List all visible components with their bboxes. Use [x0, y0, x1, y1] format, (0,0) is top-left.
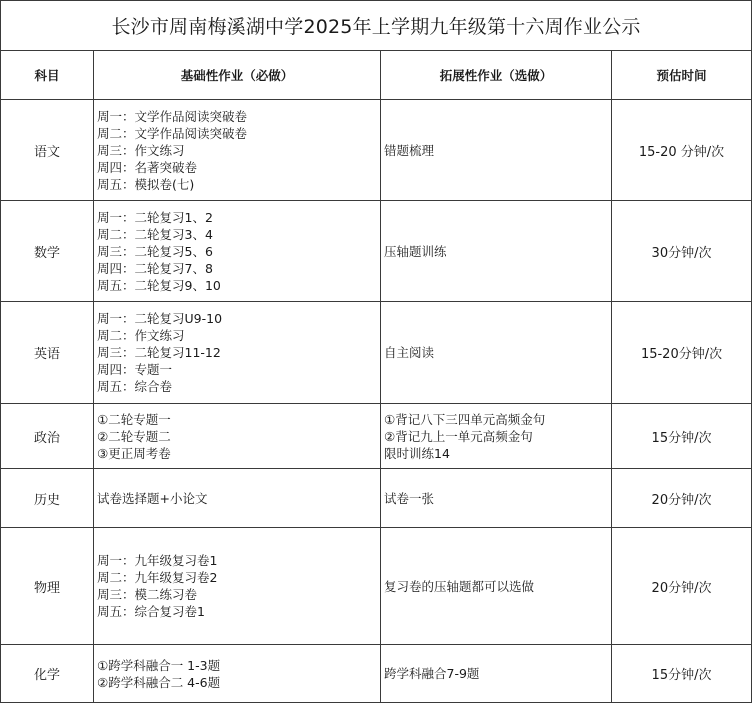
extended-homework-cell — [381, 201, 612, 302]
basic-homework-line: 周二：作文练习 — [97, 328, 185, 343]
basic-homework-line: 周三：二轮复习5、6 — [97, 243, 213, 259]
extended-homework-line: ①背记八下三四单元高频金句 — [384, 411, 546, 427]
table-row — [1, 645, 752, 703]
basic-homework-line: ②二轮专题二 — [97, 428, 171, 444]
extended-homework-line: 跨学科融合7-9题 — [384, 666, 480, 681]
basic-homework-line: 周五：综合卷 — [97, 379, 173, 394]
estimated-time-cell: 30分钟/次 — [612, 201, 752, 302]
table-row — [1, 302, 752, 404]
basic-homework-line: 周四：名著突破卷 — [97, 159, 198, 175]
extended-homework-line: ②背记九上一单元高频金句 — [384, 428, 533, 444]
basic-homework-line: 周二：文学作品阅读突破卷 — [97, 125, 248, 141]
table-row — [1, 528, 752, 645]
extended-homework-line: 限时训练14 — [384, 445, 450, 461]
estimated-time-cell: 15-20 分钟/次 — [612, 100, 752, 201]
subject-cell: 物理 — [1, 528, 94, 645]
basic-homework-line: ①二轮专题一 — [97, 411, 171, 427]
basic-homework-line: ③更正周考卷 — [97, 445, 171, 461]
extended-homework-cell — [381, 469, 612, 528]
basic-homework-line: 周五：二轮复习9、10 — [97, 277, 221, 293]
subject-cell: 历史 — [1, 469, 94, 528]
header-row — [1, 51, 752, 100]
table-row — [1, 100, 752, 201]
estimated-time-cell: 15-20分钟/次 — [612, 302, 752, 404]
extended-homework-cell — [381, 645, 612, 703]
extended-homework-line: 压轴题训练 — [384, 243, 447, 259]
basic-homework-line: ①跨学科融合一 1-3题 — [97, 657, 221, 673]
extended-homework-cell — [381, 100, 612, 201]
estimated-time-cell: 20分钟/次 — [612, 528, 752, 645]
basic-homework-line: 周四：二轮复习7、8 — [97, 260, 213, 276]
estimated-time-cell: 15分钟/次 — [612, 404, 752, 469]
estimated-time-cell: 20分钟/次 — [612, 469, 752, 528]
basic-homework-line: 周五：模拟卷(七) — [97, 176, 195, 192]
basic-homework-line: 周一：文学作品阅读突破卷 — [97, 108, 248, 124]
basic-homework-line: 周一：九年级复习卷1 — [97, 553, 218, 568]
extended-homework-line: 错题梳理 — [384, 142, 435, 158]
basic-homework-cell — [94, 528, 381, 645]
header-basic: 基础性作业（必做） — [94, 51, 381, 100]
basic-homework-line: 试卷选择题+小论文 — [97, 490, 208, 506]
basic-homework-line: 周三：作文练习 — [97, 142, 185, 158]
table-body — [1, 100, 752, 703]
basic-homework-line: 周一：二轮复习U9-10 — [97, 311, 223, 326]
basic-homework-line: 周五：综合复习卷1 — [97, 604, 205, 619]
page-title: 长沙市周南梅溪湖中学2025年上学期九年级第十六周作业公示 — [1, 1, 752, 51]
estimated-time-cell: 15分钟/次 — [612, 645, 752, 703]
extended-homework-cell — [381, 528, 612, 645]
basic-homework-cell — [94, 469, 381, 528]
extended-homework-line: 自主阅读 — [384, 345, 435, 360]
table-row — [1, 469, 752, 528]
basic-homework-line: 周三：二轮复习11-12 — [97, 345, 221, 360]
header-extended: 拓展性作业（选做） — [381, 51, 612, 100]
title-row — [1, 1, 752, 51]
subject-cell: 化学 — [1, 645, 94, 703]
header-subject: 科目 — [1, 51, 94, 100]
basic-homework-line: 周三：模二练习卷 — [97, 587, 198, 602]
basic-homework-cell — [94, 100, 381, 201]
table-row — [1, 201, 752, 302]
header-time: 预估时间 — [612, 51, 752, 100]
basic-homework-line: 周二：九年级复习卷2 — [97, 570, 218, 585]
basic-homework-cell — [94, 302, 381, 404]
basic-homework-cell — [94, 404, 381, 469]
subject-cell: 语文 — [1, 100, 94, 201]
extended-homework-line: 复习卷的压轴题都可以选做 — [384, 578, 535, 594]
basic-homework-line: 周二：二轮复习3、4 — [97, 226, 213, 242]
table-row — [1, 404, 752, 469]
extended-homework-cell — [381, 404, 612, 469]
subject-cell: 数学 — [1, 201, 94, 302]
basic-homework-line: 周四：专题一 — [97, 362, 173, 377]
basic-homework-cell — [94, 645, 381, 703]
extended-homework-cell — [381, 302, 612, 404]
subject-cell: 政治 — [1, 404, 94, 469]
basic-homework-line: ②跨学科融合二 4-6题 — [97, 674, 221, 690]
basic-homework-cell — [94, 201, 381, 302]
basic-homework-line: 周一：二轮复习1、2 — [97, 209, 213, 225]
extended-homework-line: 试卷一张 — [384, 490, 435, 506]
subject-cell: 英语 — [1, 302, 94, 404]
